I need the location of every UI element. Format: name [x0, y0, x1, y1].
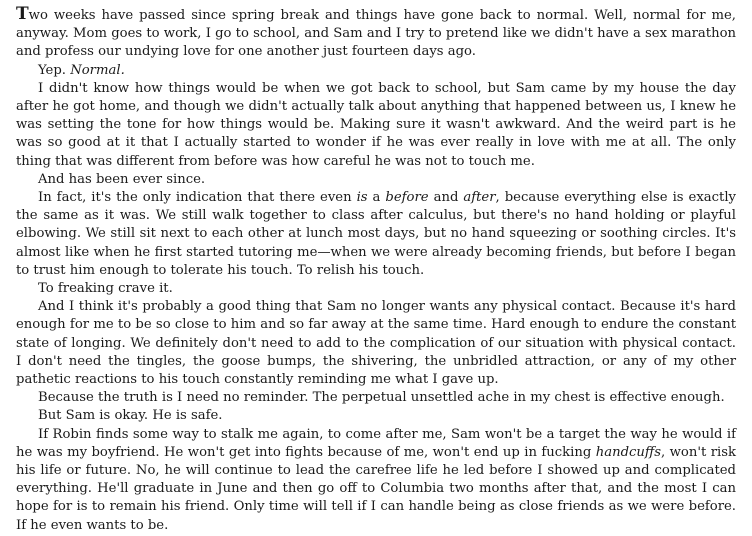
drop-cap: T — [16, 4, 29, 24]
paragraph-3 — [16, 80, 736, 171]
paragraph-text: , won't risk his life or future. No, he will continue to lead the carefree life he led before I showed up and complicated everything. He'll graduate in June and then go off to Columbia two months after that, and the most I can hope for is to remain his friend. Only time will tell if I can handle being as close friends as we were before. If he even wants to be. — [16, 444, 736, 533]
paragraph-text: , because everything else is exactly the same as it was. We still walk together to class after calculus, but there's no hand holding or playful elbowing. We still sit next to each other at lunch most days, but no hand squeezing or soothing circles. It's almost like when he first started tutoring me—when we were already becoming friends, but before I began to trust him enough to tolerate his touch. To relish his touch. — [16, 190, 736, 278]
paragraph-text: To freaking crave it. — [38, 281, 173, 297]
paragraph-text: And has been ever since. — [38, 171, 206, 187]
paragraph-text: a — [367, 190, 386, 206]
paragraph-7 — [16, 298, 736, 389]
paragraph-text: And I think it's probably a good thing that Sam no longer wants any physical contact. Because it's hard enough for me to be so close to him and so far away at the same time. Hard enough to endure the constant state of longing. We definitely don't need to add to the complication of our situation with physical contact. I don't need the tingles, the goose bumps, the shivering, the unbridled attraction, or any of my other pathetic reactions to his touch constantly reminding me what I gave up. — [16, 299, 736, 388]
paragraph-8 — [16, 389, 736, 407]
paragraph-text: I didn't know how things would be when we got back to school, but Sam came by my house the day after he got home, and though we didn't actually talk about anything that happened between us, I knew he was setting the tone for how things would be. Making sure it wasn't awkward. And the weird part is he was so good at it that I actually started to wonder if he was ever really in love with me at all. The only thing that was different from before was how careful he was not to touch me. — [16, 80, 736, 169]
paragraph-9 — [16, 407, 736, 425]
italic-text: is — [356, 190, 368, 206]
paragraph-text: Because the truth is I need no reminder. The perpetual unsettled ache in my chest is effective enough. — [38, 390, 725, 406]
paragraph-5 — [16, 189, 736, 280]
italic-text: Normal. — [70, 62, 125, 78]
paragraph-text: wo weeks have passed since spring break and things have gone back to normal. Well, normal for me, anyway. Mom goes to work, I go to school, and Sam and I try to pretend like we didn't have a sex marathon and profess our undying love for one another just fourteen days ago. — [16, 8, 736, 60]
paragraph-text: If Robin finds some way to stalk me again, to come after me, Sam won't be a target the way he would if he was my boyfriend. He won't get into fights because of me, won't end up in fucking — [16, 426, 736, 460]
paragraph-text: and — [428, 190, 464, 206]
paragraph-text: But Sam is okay. He is safe. — [38, 408, 223, 424]
paragraph-text: Yep. — [38, 62, 71, 78]
paragraph-1 — [16, 5, 736, 62]
paragraph-2 — [16, 62, 736, 80]
italic-text: before — [385, 190, 429, 206]
paragraph-text: In fact, it's the only indication that there even — [38, 190, 357, 206]
paragraph-6 — [16, 280, 736, 298]
italic-text: after — [463, 190, 496, 206]
paragraph-4 — [16, 171, 736, 189]
paragraph-10 — [16, 426, 736, 535]
italic-text: handcuffs — [595, 444, 661, 460]
